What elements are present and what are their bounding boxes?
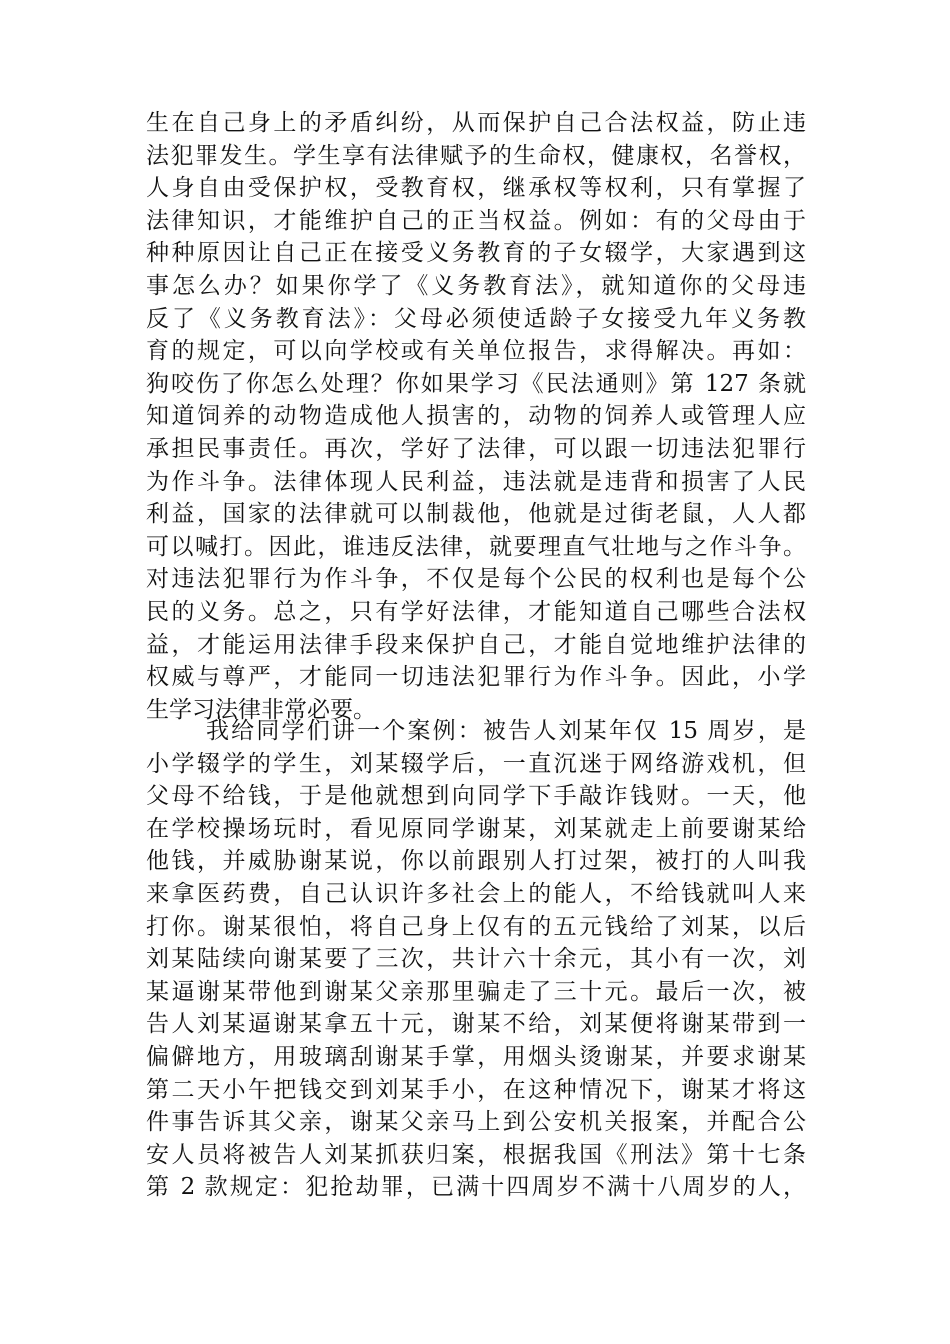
paragraph-legal-importance	[146, 107, 806, 726]
text-line: 在学校操场玩时，看见原同学谢某，刘某就走上前要谢某给	[146, 815, 806, 842]
text-line: 他钱，并威胁谢某说，你以前跟别人打过架，被打的人叫我	[146, 848, 806, 875]
text-line: 第二天小午把钱交到刘某手小，在这种情况下，谢某才将这	[146, 1076, 806, 1103]
text-line: 承担民事责任。再次，学好了法律，可以跟一切违法犯罪行	[146, 435, 806, 462]
text-line: 知道饲养的动物造成他人损害的，动物的饲养人或管理人应	[146, 403, 806, 430]
text-line: 父母不给钱，于是他就想到向同学下手敲诈钱财。一天，他	[146, 783, 806, 810]
text-line: 权威与尊严，才能同一切违法犯罪行为作斗争。因此，小学	[146, 664, 806, 691]
text-line: 事怎么办？如果你学了《义务教育法》，就知道你的父母违	[146, 272, 806, 299]
text-line: 民的义务。总之，只有学好法律，才能知道自己哪些合法权	[146, 598, 806, 625]
text-line: 生学习法律非常必要。	[146, 696, 376, 723]
paragraph-case-study	[146, 715, 806, 1204]
text-line: 反了《义务教育法》：父母必须使适龄子女接受九年义务教	[146, 305, 806, 332]
text-line: 种种原因让自己正在接受义务教育的子女辍学，大家遇到这	[146, 240, 806, 267]
text-line: 利益，国家的法律就可以制裁他，他就是过街老鼠，人人都	[146, 501, 806, 528]
text-line: 可以喊打。因此，谁违反法律，就要理直气壮地与之作斗争。	[146, 533, 806, 560]
text-line: 打你。谢某很怕，将自己身上仅有的五元钱给了刘某，以后	[146, 913, 806, 940]
text-line: 人身自由受保护权，受教育权，继承权等权利，只有掌握了	[146, 175, 806, 202]
text-line: 我给同学们讲一个案例：被告人刘某年仅 15 周岁，是	[206, 718, 806, 744]
text-line: 安人员将被告人刘某抓获归案，根据我国《刑法》第十七条	[146, 1141, 806, 1168]
text-line: 刘某陆续向谢某要了三次，共计六十余元，其小有一次，刘	[146, 946, 806, 973]
text-line: 法犯罪发生。学生享有法律赋予的生命权，健康权，名誉权，	[146, 142, 806, 169]
text-line: 某逼谢某带他到谢某父亲那里骗走了三十元。最后一次，被	[146, 978, 806, 1005]
text-line: 来拿医药费，自己认识许多社会上的能人，不给钱就叫人来	[146, 880, 806, 907]
text-line: 益，才能运用法律手段来保护自己，才能自觉地维护法律的	[146, 631, 806, 658]
text-line: 狗咬伤了你怎么处理？你如果学习《民法通则》第 127 条就	[146, 370, 806, 397]
text-line: 育的规定，可以向学校或有关单位报告，求得解决。再如：	[146, 338, 806, 365]
text-line: 小学辍学的学生，刘某辍学后，一直沉迷于网络游戏机，但	[146, 750, 806, 777]
text-line: 件事告诉其父亲，谢某父亲马上到公安机关报案，并配合公	[146, 1109, 806, 1136]
text-line: 告人刘某逼谢某拿五十元，谢某不给，刘某便将谢某带到一	[146, 1011, 806, 1038]
text-line: 法律知识，才能维护自己的正当权益。例如：有的父母由于	[146, 207, 806, 234]
text-line: 第 2 款规定：犯抢劫罪，已满十四周岁不满十八周岁的人，	[146, 1174, 806, 1201]
text-line: 生在自己身上的矛盾纠纷，从而保护自己合法权益，防止违	[146, 110, 806, 136]
text-line: 偏僻地方，用玻璃刮谢某手掌，用烟头烫谢某，并要求谢某	[146, 1043, 806, 1070]
text-line: 为作斗争。法律体现人民利益，违法就是违背和损害了人民	[146, 468, 806, 495]
text-line: 对违法犯罪行为作斗争，不仅是每个公民的权利也是每个公	[146, 566, 806, 593]
